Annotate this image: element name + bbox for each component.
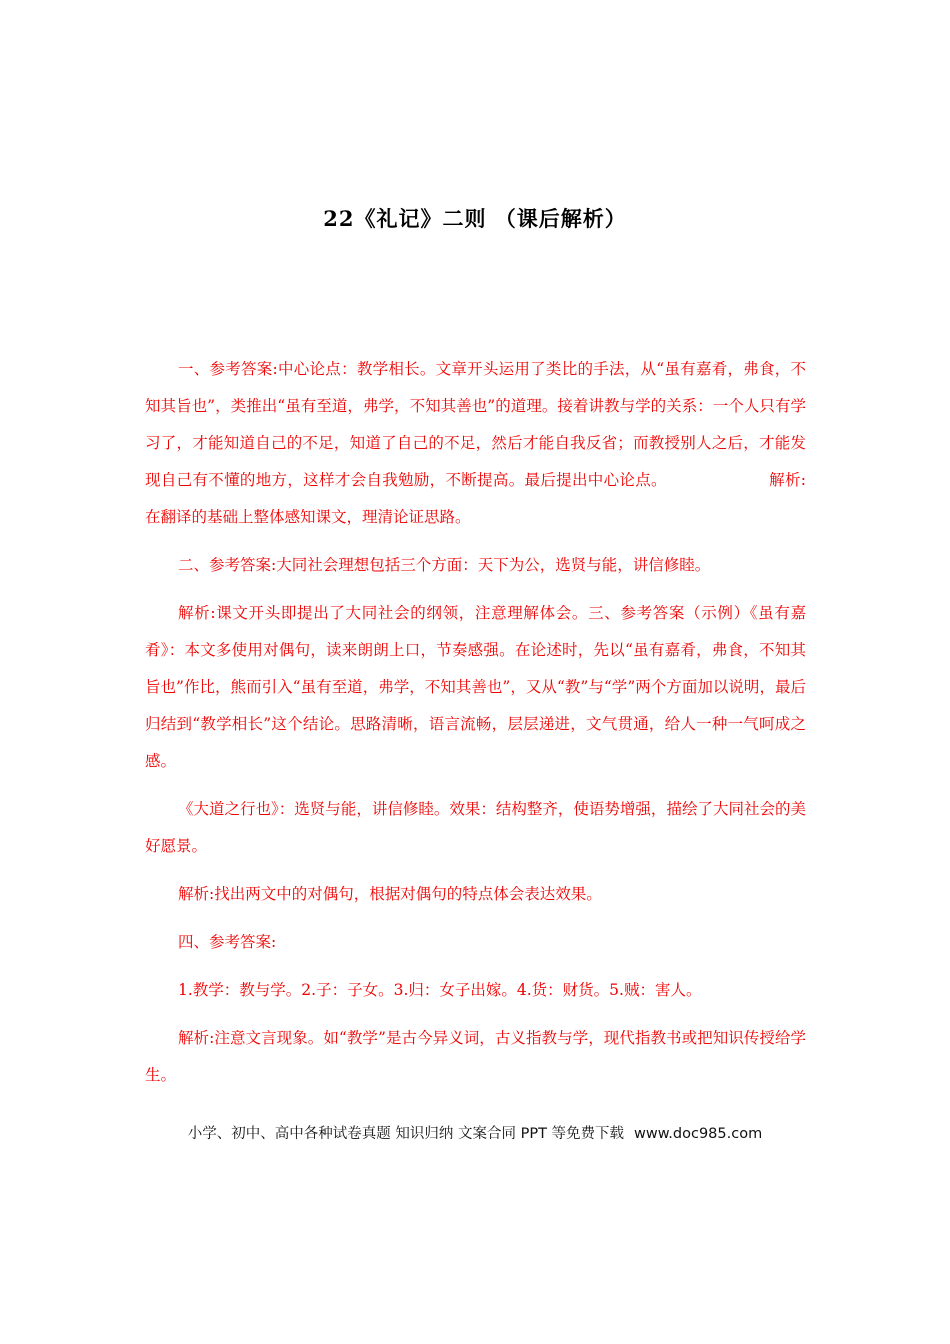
footer-banner — [0, 1122, 950, 1143]
paragraph-analysis-3: 解析:找出两文中的对偶句，根据对偶句的特点体会表达效果。 — [178, 885, 602, 903]
answer-1-analysis: 解析:在翻译的基础上整体感知课文，理清论证思路。 — [145, 471, 806, 526]
paragraph-answer-3: 解析:课文开头即提出了大同社会的纲领，注意理解体会。三、参考答案（示例）《虽有嘉肴》：本文多使用对偶句，读来朗朗上口，节奏感强。在论述时，先以“虽有嘉肴，弗食，不知其旨也”作比，熊而引入“虽有至道，弗学，不知其善也”，又从“教”与“学”两个方面加以说明，最后归结到“教学相长”这个结论。思路清晰，语言流畅，层层递进，文气贯通，给人一种一气呵成之感。 — [145, 604, 806, 770]
paragraph-answer-3-part-2: 《大道之行也》：选贤与能，讲信修睦。效果：结构整齐，使语势增强，描绘了大同社会的美好愿景。 — [145, 800, 806, 855]
paragraph-answer-1 — [145, 351, 806, 536]
page-title: 22《礼记》二则 （课后解析） — [323, 206, 627, 231]
paragraph-answer-4-items: 1.教学：教与学。2.子：子女。3.归：女子出嫁。4.货：财货。5.贼：害人。 — [178, 981, 702, 999]
answer-1-text: 一、参考答案:中心论点：教学相长。文章开头运用了类比的手法，从“虽有嘉肴，弗食，不知其旨也”，类推出“虽有至道，弗学，不知其善也”的道理。接着讲教与学的关系：一个人只有学习了，才能知道自己的不足，知道了自己的不足，然后才能自我反省；而教授别人之后，才能发现自己有不懂的地方，这样才会自我勉励，不断提高。最后提出中心论点。 — [145, 360, 806, 489]
answer-body — [145, 351, 806, 1105]
footer-text: 小学、初中、高中各种试卷真题 知识归纳 文案合同 PPT 等免费下载 — [187, 1126, 625, 1142]
paragraph-answer-2: 二、参考答案:大同社会理想包括三个方面：天下为公，选贤与能，讲信修睦。 — [178, 556, 711, 574]
footer-site-link[interactable]: www.doc985.com — [634, 1126, 763, 1142]
paragraph-analysis-4: 解析:注意文言现象。如“教学”是古今异义词，古义指教与学，现代指教书或把知识传授给学生。 — [145, 1029, 806, 1084]
paragraph-answer-4-heading: 四、参考答案: — [178, 933, 277, 951]
